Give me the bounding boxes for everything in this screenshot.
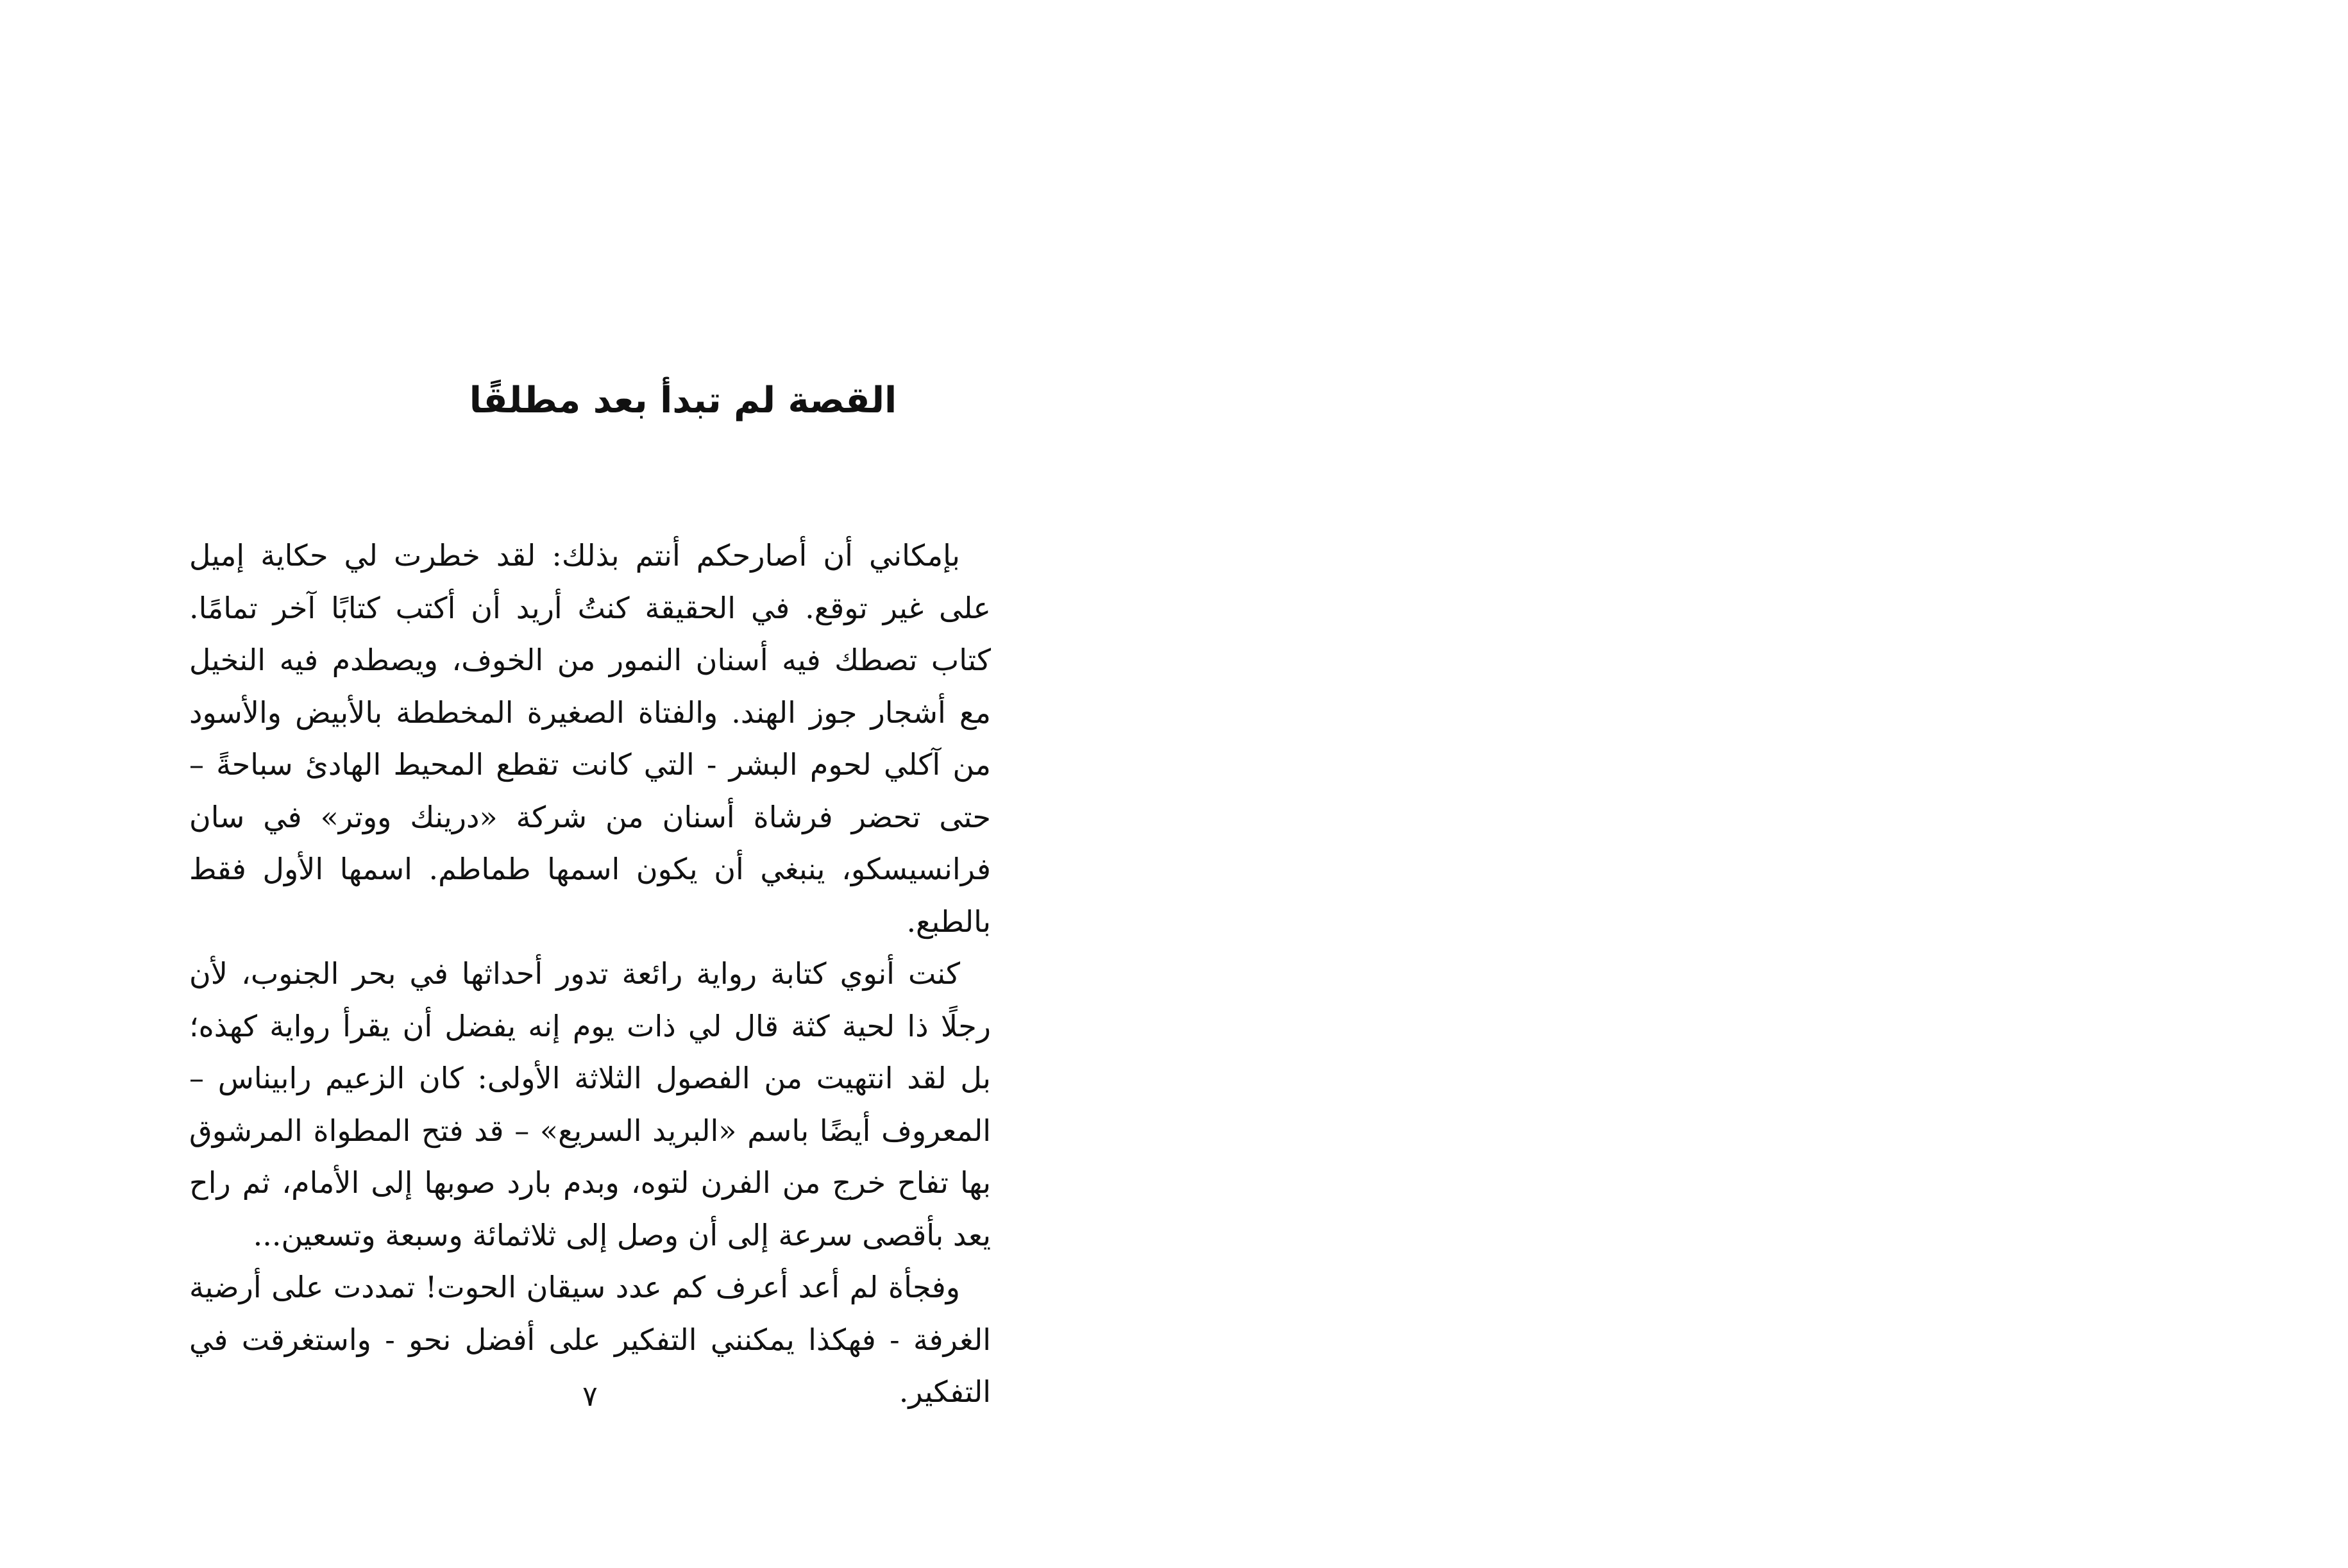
chapter-title: القصة لم تبدأ بعد مطلقًا: [469, 380, 897, 421]
page-number: ٧: [582, 1380, 598, 1413]
paragraph: وفجأة لم أعد أعرف كم عدد سيقان الحوت! تمددت على أرضية الغرفة - فهكذا يمكنني التفكير على أفضل نحو - واستغرقت في التفكير.: [189, 1270, 991, 1409]
body-text: [189, 530, 991, 1419]
paragraph: بإمكاني أن أصارحكم أنتم بذلك: لقد خطرت لي حكاية إميل على غير توقع. في الحقيقة كنتُ أريد أن أكتب كتابًا آخر تمامًا. كتاب تصطك فيه أسنان النمور من الخوف، ويصطدم فيه النخيل مع أشجار جوز الهند. والفتاة الصغيرة المخططة بالأبيض والأسود من آكلي لحوم البشر - التي كانت تقطع المحيط الهادئ سباحةً – حتى تحضر فرشاة أسنان من شركة «درينك ووتر» في سان فرانسيسكو، ينبغي أن يكون اسمها طماطم. اسمها الأول فقط بالطبع.: [189, 538, 991, 939]
paragraph: كنت أنوي كتابة رواية رائعة تدور أحداثها في بحر الجنوب، لأن رجلًا ذا لحية كثة قال لي ذات يوم إنه يفضل أن يقرأ رواية كهذه؛ بل لقد انتهيت من الفصول الثلاثة الأولى: كان الزعيم رابيناس – المعروف أيضًا باسم «البريد السريع» – قد فتح المطواة المرشوق بها تفاح خرج من الفرن لتوه، وبدم بارد صوبها إلى الأمام، ثم راح يعد بأقصى سرعة إلى أن وصل إلى ثلاثمائة وسبعة وتسعين...: [189, 956, 991, 1252]
